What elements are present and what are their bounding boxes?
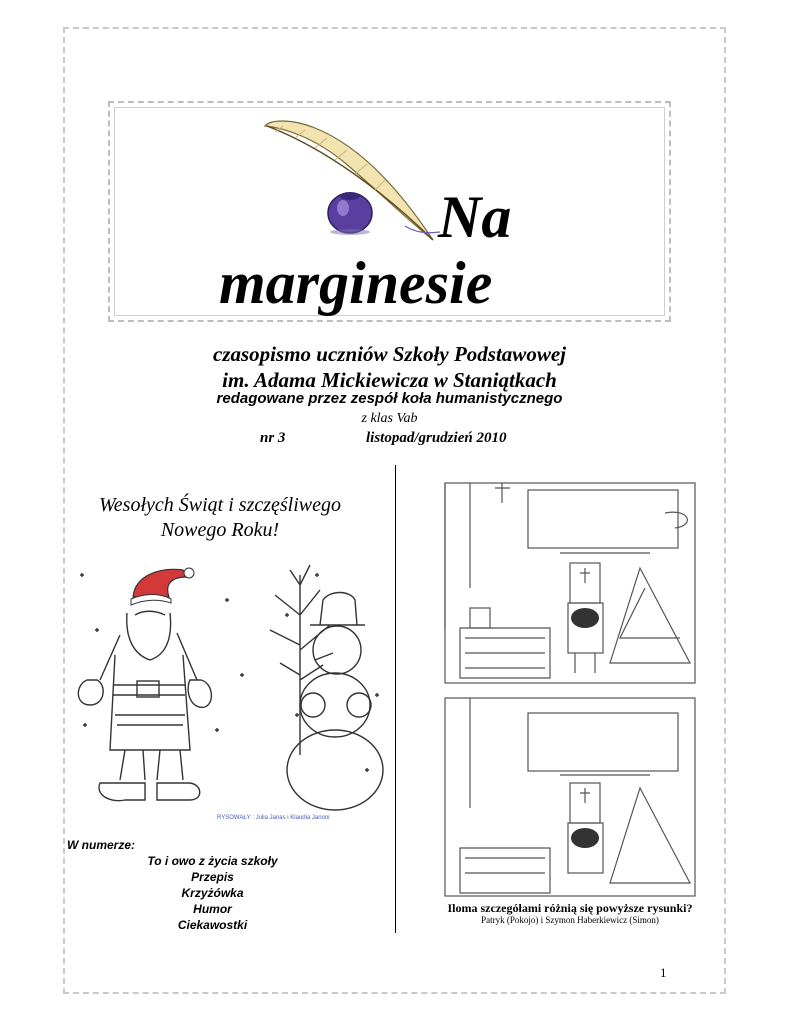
holiday-greeting: Wesołych Świąt i szczęśliwego Nowego Roku! xyxy=(98,494,342,541)
issue-date: listopad/grudzień 2010 xyxy=(366,430,507,446)
drawing-credit: Patryk (Pokojo) i Szymon Haberkiewicz (Simon) xyxy=(481,915,659,925)
column-divider xyxy=(395,465,396,933)
subtitle-line-1: czasopismo uczniów Szkoły Podstawowej xyxy=(213,342,566,366)
drawing-caption: Iloma szczegółami różnią się powyższe rysunki? xyxy=(447,901,693,915)
quill-and-inkwell-icon xyxy=(255,108,455,248)
masthead-title-line-1: Na xyxy=(438,184,512,250)
contents-label: W numerze: xyxy=(67,838,136,852)
masthead-title-line-2: marginesie xyxy=(219,250,493,316)
contents-list xyxy=(100,853,325,933)
contents-item: Krzyżówka xyxy=(181,886,244,900)
contents-item: Ciekawostki xyxy=(177,918,248,932)
page-number: 1 xyxy=(660,965,667,980)
subtitle-line-3: redagowane przez zespół koła humanistycznego xyxy=(216,390,563,407)
santa-and-snowman-drawing xyxy=(65,555,390,825)
issue-number: nr 3 xyxy=(260,430,286,446)
subtitle-line-2: im. Adama Mickiewicza w Staniątkach xyxy=(222,368,557,392)
contents-item: Humor xyxy=(193,902,232,916)
drawing-signature: RYSOWAŁY : Julia Janas i Klaudia Janoni xyxy=(217,815,330,821)
contents-item: To i owo z życia szkoły xyxy=(147,854,278,868)
subtitle-line-4: z klas Vab xyxy=(361,411,418,426)
spot-the-difference-drawing xyxy=(440,478,700,900)
contents-item: Przepis xyxy=(191,870,234,884)
